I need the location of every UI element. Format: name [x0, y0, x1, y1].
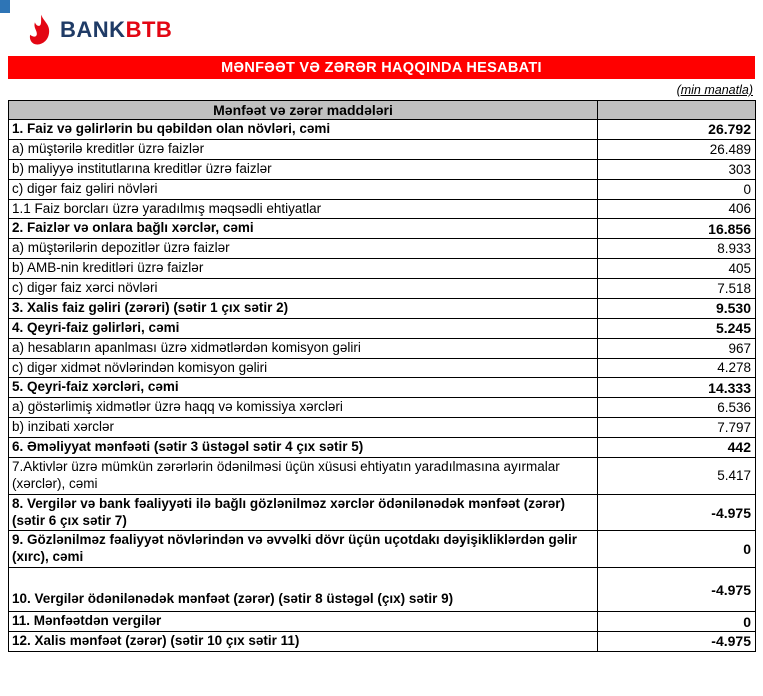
row-value: 0	[598, 531, 756, 568]
table-row	[9, 159, 756, 179]
row-value: 5.245	[598, 318, 756, 338]
row-label: b) inzibati xərclər	[9, 418, 598, 438]
row-value: 6.536	[598, 398, 756, 418]
row-label: 12. Xalis mənfəət (zərər) (sətir 10 çıx sətir 11)	[9, 632, 598, 652]
row-value: 5.417	[598, 457, 756, 494]
table-row	[9, 259, 756, 279]
row-label: 6. Əməliyyat mənfəəti (sətir 3 üstəgəl sətir 4 çıx sətir 5)	[9, 438, 598, 458]
row-label: 7.Aktivlər üzrə mümkün zərərlərin ödənilməsi üçün xüsusi ehtiyatın yaradılmasına ayırmalar (xərclər), cəmi	[9, 457, 598, 494]
row-label: a) müştərilə kreditlər üzrə faizlər	[9, 139, 598, 159]
row-label: 5. Qeyri-faiz xərcləri, cəmi	[9, 378, 598, 398]
logo-bank-label: BANK	[60, 16, 126, 42]
row-value: -4.975	[598, 568, 756, 612]
table-row	[9, 531, 756, 568]
logo-btb-label: BTB	[125, 16, 173, 42]
row-value: 406	[598, 199, 756, 219]
report-title-banner	[8, 56, 755, 79]
table-header-row	[9, 101, 756, 120]
table-row	[9, 318, 756, 338]
table-row	[9, 338, 756, 358]
row-label: 1.1 Faiz borcları üzrə yaradılmış məqsədli ehtiyatlar	[9, 199, 598, 219]
table-row	[9, 298, 756, 318]
flame-icon	[28, 14, 53, 46]
unit-note: (min manatla)	[676, 83, 753, 97]
row-label: 10. Vergilər ödənilənədək mənfəət (zərər) (sətir 8 üstəgəl (çıx) sətir 9)	[9, 568, 598, 612]
table-row	[9, 199, 756, 219]
row-value: 26.792	[598, 120, 756, 140]
table-row	[9, 568, 756, 612]
table-row	[9, 438, 756, 458]
report-title: MƏNFƏƏT VƏ ZƏRƏR HAQQINDA HESABATI	[221, 60, 542, 76]
row-label: c) digər faiz xərci növləri	[9, 279, 598, 299]
row-value: 26.489	[598, 139, 756, 159]
row-value: 4.278	[598, 358, 756, 378]
profit-loss-table	[8, 100, 756, 652]
row-value: 16.856	[598, 219, 756, 239]
table-row	[9, 239, 756, 259]
table-row	[9, 219, 756, 239]
table-row	[9, 398, 756, 418]
row-value: 303	[598, 159, 756, 179]
table-row	[9, 494, 756, 531]
row-value: 405	[598, 259, 756, 279]
row-label: 9. Gözlənilməz fəaliyyət növlərindən və əvvəlki dövr üçün uçotdakı dəyişikliklərdən gəlir (xırc), cəmi	[9, 531, 598, 568]
row-value: 442	[598, 438, 756, 458]
row-value: 8.933	[598, 239, 756, 259]
row-label: 11. Mənfəətdən vergilər	[9, 612, 598, 632]
table-row	[9, 632, 756, 652]
row-label: c) digər faiz gəliri növləri	[9, 179, 598, 199]
row-value: 9.530	[598, 298, 756, 318]
row-value: 14.333	[598, 378, 756, 398]
row-value: 0	[598, 612, 756, 632]
table-row	[9, 612, 756, 632]
table-header-label: Mənfəət və zərər maddələri	[9, 101, 598, 120]
row-label: a) hesabların apanlması üzrə xidmətlərdən komisyon gəliri	[9, 338, 598, 358]
table-row	[9, 457, 756, 494]
table-row	[9, 279, 756, 299]
row-label: b) AMB-nin kreditləri üzrə faizlər	[9, 259, 598, 279]
table-row	[9, 418, 756, 438]
pl-table-body	[9, 120, 756, 652]
table-row	[9, 139, 756, 159]
row-label: b) maliyyə institutlarına kreditlər üzrə faizlər	[9, 159, 598, 179]
bank-logo-text	[60, 16, 173, 42]
corner-accent	[0, 0, 10, 13]
table-row	[9, 358, 756, 378]
row-value: 967	[598, 338, 756, 358]
row-label: 4. Qeyri-faiz gəlirləri, cəmi	[9, 318, 598, 338]
row-value: 7.797	[598, 418, 756, 438]
row-label: a) müştərilərin depozitlər üzrə faizlər	[9, 239, 598, 259]
row-label: a) göstərlimiş xidmətlər üzrə haqq və komissiya xərcləri	[9, 398, 598, 418]
table-header-value	[598, 101, 756, 120]
row-value: 0	[598, 179, 756, 199]
bank-logo	[0, 0, 763, 56]
table-row	[9, 378, 756, 398]
row-label: c) digər xidmət növlərindən komisyon gəliri	[9, 358, 598, 378]
table-row	[9, 120, 756, 140]
row-value: -4.975	[598, 632, 756, 652]
row-label: 3. Xalis faiz gəliri (zərəri) (sətir 1 çıx sətir 2)	[9, 298, 598, 318]
row-label: 2. Faizlər və onlara bağlı xərclər, cəmi	[9, 219, 598, 239]
row-label: 8. Vergilər və bank fəaliyyəti ilə bağlı gözlənilməz xərclər ödənilənədək mənfəət (zərər) (sətir 6 çıx sətir 7)	[9, 494, 598, 531]
table-row	[9, 179, 756, 199]
row-value: -4.975	[598, 494, 756, 531]
row-label: 1. Faiz və gəlirlərin bu qəbildən olan növləri, cəmi	[9, 120, 598, 140]
row-value: 7.518	[598, 279, 756, 299]
